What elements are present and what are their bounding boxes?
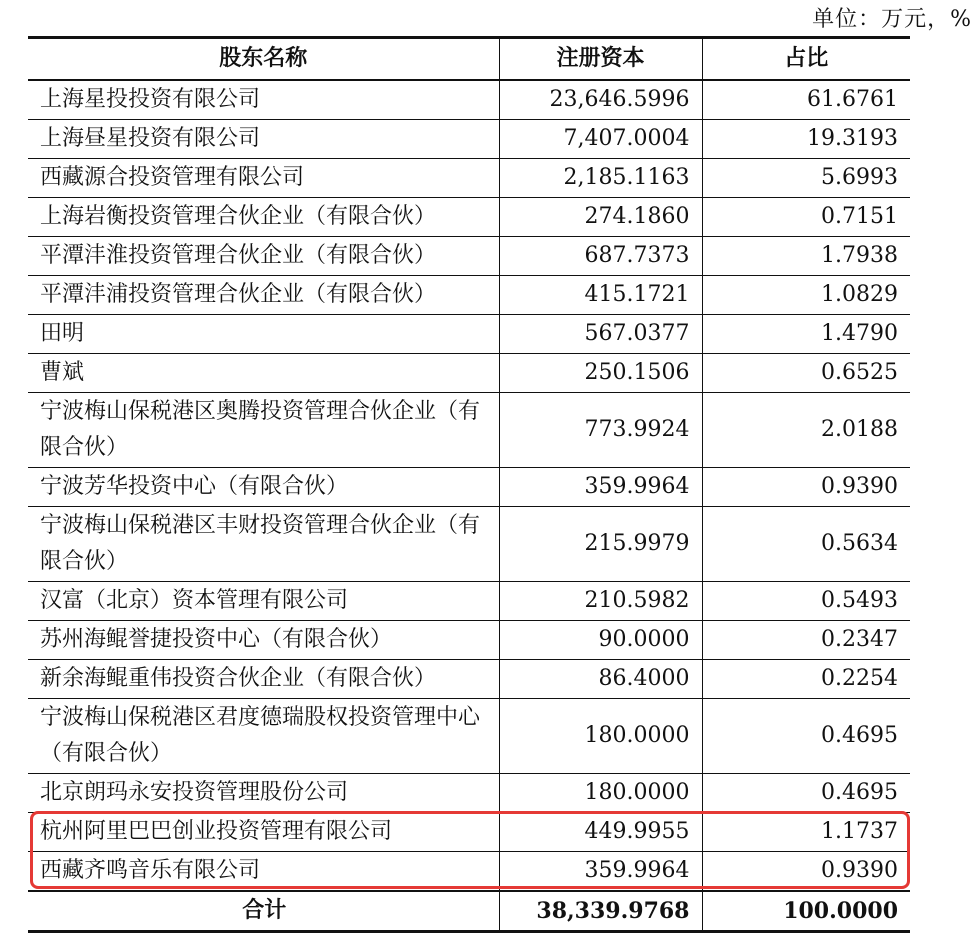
total-row [28, 891, 910, 932]
registered-capital: 180.0000 [499, 774, 702, 813]
registered-capital: 415.1721 [499, 276, 702, 315]
table-row [28, 315, 910, 354]
share-ratio: 0.9390 [702, 852, 910, 892]
registered-capital: 215.9979 [499, 507, 702, 582]
table-row-highlighted [28, 813, 910, 852]
registered-capital: 90.0000 [499, 621, 702, 660]
shareholder-name: 宁波梅山保税港区丰财投资管理合伙企业（有限合伙） [28, 507, 499, 582]
share-ratio: 0.4695 [702, 774, 910, 813]
registered-capital: 180.0000 [499, 699, 702, 774]
table-row [28, 468, 910, 507]
header-ratio: 占比 [702, 38, 910, 81]
table-row [28, 120, 910, 159]
shareholder-name: 平潭沣浦投资管理合伙企业（有限合伙） [28, 276, 499, 315]
registered-capital: 567.0377 [499, 315, 702, 354]
share-ratio: 1.7938 [702, 237, 910, 276]
share-ratio: 0.6525 [702, 354, 910, 393]
shareholder-name: 西藏齐鸣音乐有限公司 [28, 852, 499, 892]
share-ratio: 1.4790 [702, 315, 910, 354]
shareholder-name: 汉富（北京）资本管理有限公司 [28, 582, 499, 621]
share-ratio: 19.3193 [702, 120, 910, 159]
share-ratio: 0.2347 [702, 621, 910, 660]
header-capital: 注册资本 [499, 38, 702, 81]
shareholder-name: 西藏源合投资管理有限公司 [28, 159, 499, 198]
shareholder-name: 宁波芳华投资中心（有限合伙） [28, 468, 499, 507]
registered-capital: 359.9964 [499, 852, 702, 892]
table-row [28, 507, 910, 582]
unit-label: 单位：万元，% [812, 7, 972, 32]
shareholder-name: 宁波梅山保税港区君度德瑞股权投资管理中心（有限合伙） [28, 699, 499, 774]
shareholder-name: 上海岩衡投资管理合伙企业（有限合伙） [28, 198, 499, 237]
shareholder-name: 田明 [28, 315, 499, 354]
registered-capital: 210.5982 [499, 582, 702, 621]
shareholder-name: 平潭沣淮投资管理合伙企业（有限合伙） [28, 237, 499, 276]
shareholder-name: 上海星投投资有限公司 [28, 80, 499, 120]
registered-capital: 687.7373 [499, 237, 702, 276]
table-header-row [28, 38, 910, 81]
registered-capital: 773.9924 [499, 393, 702, 468]
share-ratio: 0.2254 [702, 660, 910, 699]
header-name: 股东名称 [28, 38, 499, 81]
total-ratio: 100.0000 [702, 891, 910, 932]
share-ratio: 5.6993 [702, 159, 910, 198]
shareholder-name: 苏州海鲲誉捷投资中心（有限合伙） [28, 621, 499, 660]
shareholder-name: 上海昼星投资有限公司 [28, 120, 499, 159]
table-row-highlighted [28, 852, 910, 892]
table-row [28, 621, 910, 660]
share-ratio: 0.5493 [702, 582, 910, 621]
table-row [28, 699, 910, 774]
shareholder-name: 曹斌 [28, 354, 499, 393]
table-row [28, 774, 910, 813]
registered-capital: 2,185.1163 [499, 159, 702, 198]
table-row [28, 582, 910, 621]
shareholder-name: 宁波梅山保税港区奥腾投资管理合伙企业（有限合伙） [28, 393, 499, 468]
table-row [28, 80, 910, 120]
share-ratio: 1.1737 [702, 813, 910, 852]
registered-capital: 359.9964 [499, 468, 702, 507]
share-ratio: 0.5634 [702, 507, 910, 582]
share-ratio: 1.0829 [702, 276, 910, 315]
table-bottom-rule [28, 932, 910, 933]
table-row [28, 660, 910, 699]
table-row [28, 276, 910, 315]
shareholder-table [28, 36, 910, 933]
shareholder-name: 北京朗玛永安投资管理股份公司 [28, 774, 499, 813]
registered-capital: 23,646.5996 [499, 80, 702, 120]
registered-capital: 250.1506 [499, 354, 702, 393]
table-row [28, 393, 910, 468]
table-row [28, 198, 910, 237]
share-ratio: 0.9390 [702, 468, 910, 507]
share-ratio: 61.6761 [702, 80, 910, 120]
registered-capital: 86.4000 [499, 660, 702, 699]
share-ratio: 2.0188 [702, 393, 910, 468]
table-row [28, 237, 910, 276]
total-label: 合计 [28, 891, 499, 932]
registered-capital: 7,407.0004 [499, 120, 702, 159]
shareholder-name: 新余海鲲重伟投资合伙企业（有限合伙） [28, 660, 499, 699]
share-ratio: 0.4695 [702, 699, 910, 774]
table-row [28, 159, 910, 198]
shareholder-name: 杭州阿里巴巴创业投资管理有限公司 [28, 813, 499, 852]
total-capital: 38,339.9768 [499, 891, 702, 932]
share-ratio: 0.7151 [702, 198, 910, 237]
registered-capital: 449.9955 [499, 813, 702, 852]
table-row [28, 354, 910, 393]
registered-capital: 274.1860 [499, 198, 702, 237]
